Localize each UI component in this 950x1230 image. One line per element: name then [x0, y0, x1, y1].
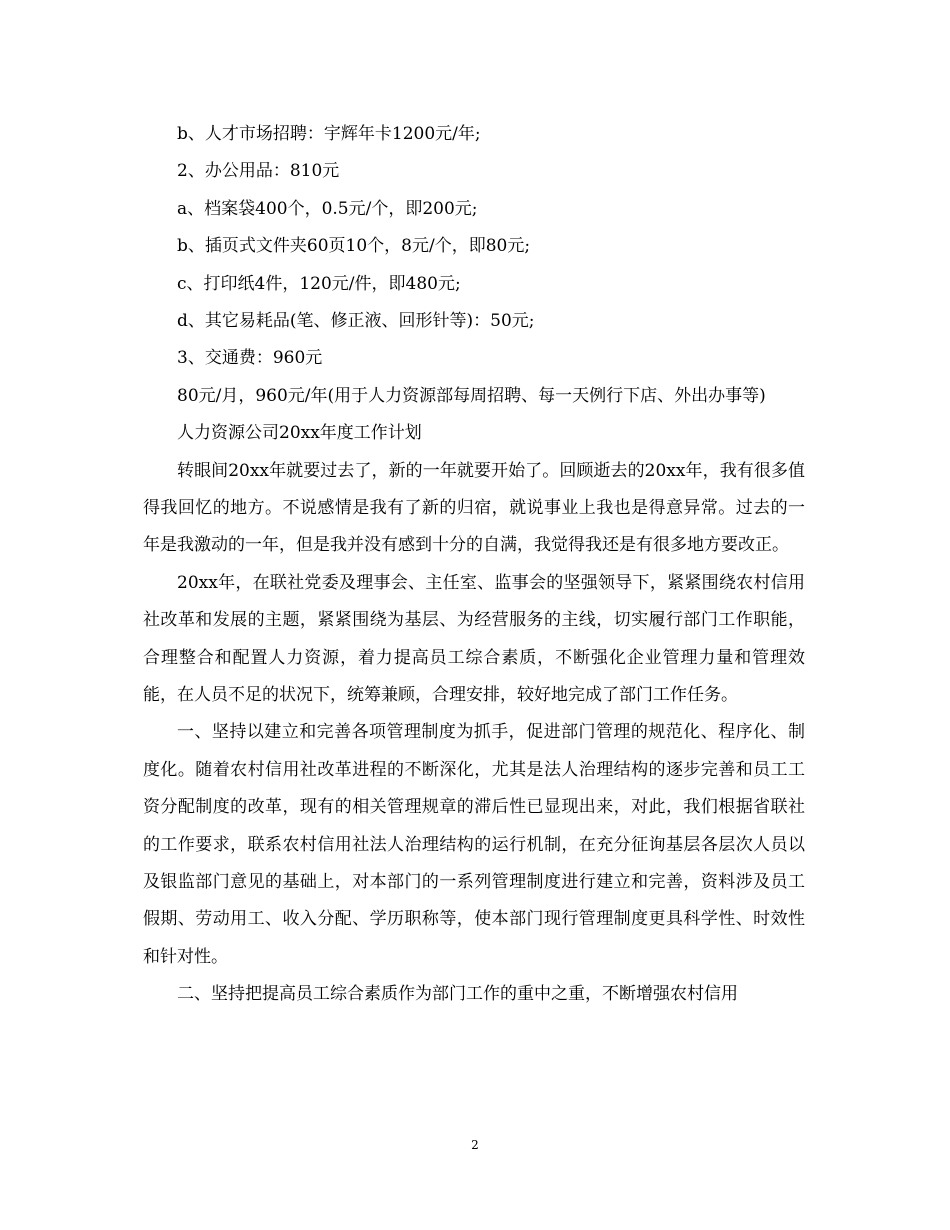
budget-line-recruitment: b、人才市场招聘：宇辉年卡1200元/年; [177, 124, 481, 144]
paragraph-section-one: 一、坚持以建立和完善各项管理制度为抓手，促进部门管理的规范化、程序化、制度化。随着农村信用社改革进程的不断深化，尤其是法人治理结构的逐步完善和员工工资分配制度的改革，现有的相关管理规章的滞后性已显现出来，对此，我们根据省联社的工作要求，联系农村信用社法人治理结构的运行机制，在充分征询基层各层次人员以及银监部门意见的基础上，对本部门的一系列管理制度进行建立和完善，资料涉及员工假期、劳动用工、收入分配、学历职称等，使本部门现行管理制度更具科学性、时效性和针对性。 [143, 722, 805, 967]
paragraph-overview: 20xx年，在联社党委及理事会、主任室、监事会的坚强领导下，紧紧围绕农村信用社改革和发展的主题，紧紧围绕为基层、为经营服务的主线，切实履行部门工作职能，合理整合和配置人力资源，着力提高员工综合素质，不断强化企业管理力量和管理效能，在人员不足的状况下，统筹兼顾，合理安排，较好地完成了部门工作任务。 [143, 572, 805, 705]
plan-heading: 人力资源公司20xx年度工作计划 [177, 423, 422, 444]
budget-line-file-bags: a、档案袋400个，0.5元/个，即200元; [177, 198, 478, 219]
paragraph-section-two: 二、坚持把提高员工综合素质作为部门工作的重中之重，不断增强农村信用 [177, 984, 738, 1005]
budget-line-printing-paper: c、打印纸4件，120元/件，即480元; [177, 273, 461, 294]
page-number: 2 [471, 1138, 479, 1152]
budget-line-consumables: d、其它易耗品(笔、修正液、回形针等)：50元; [177, 310, 535, 331]
paragraph-intro: 转眼间20xx年就要过去了，新的一年就要开始了。回顾逝去的20xx年，我有很多值得我回忆的地方。不说感情是我有了新的归宿，就说事业上我也是得意异常。过去的一年是我激动的一年，但是我并没有感到十分的自满，我觉得我还是有很多地方要改正。 [143, 460, 805, 556]
budget-line-office-supplies: 2、办公用品：810元 [177, 161, 340, 182]
document-body [143, 116, 805, 1014]
budget-line-transport: 3、交通费：960元 [177, 348, 323, 369]
budget-line-folders: b、插页式文件夹60页10个，8元/个，即80元; [177, 236, 531, 257]
transport-detail: 80元/月，960元/年(用于人力资源部每周招聘、每一天例行下店、外出办事等) [177, 385, 766, 406]
